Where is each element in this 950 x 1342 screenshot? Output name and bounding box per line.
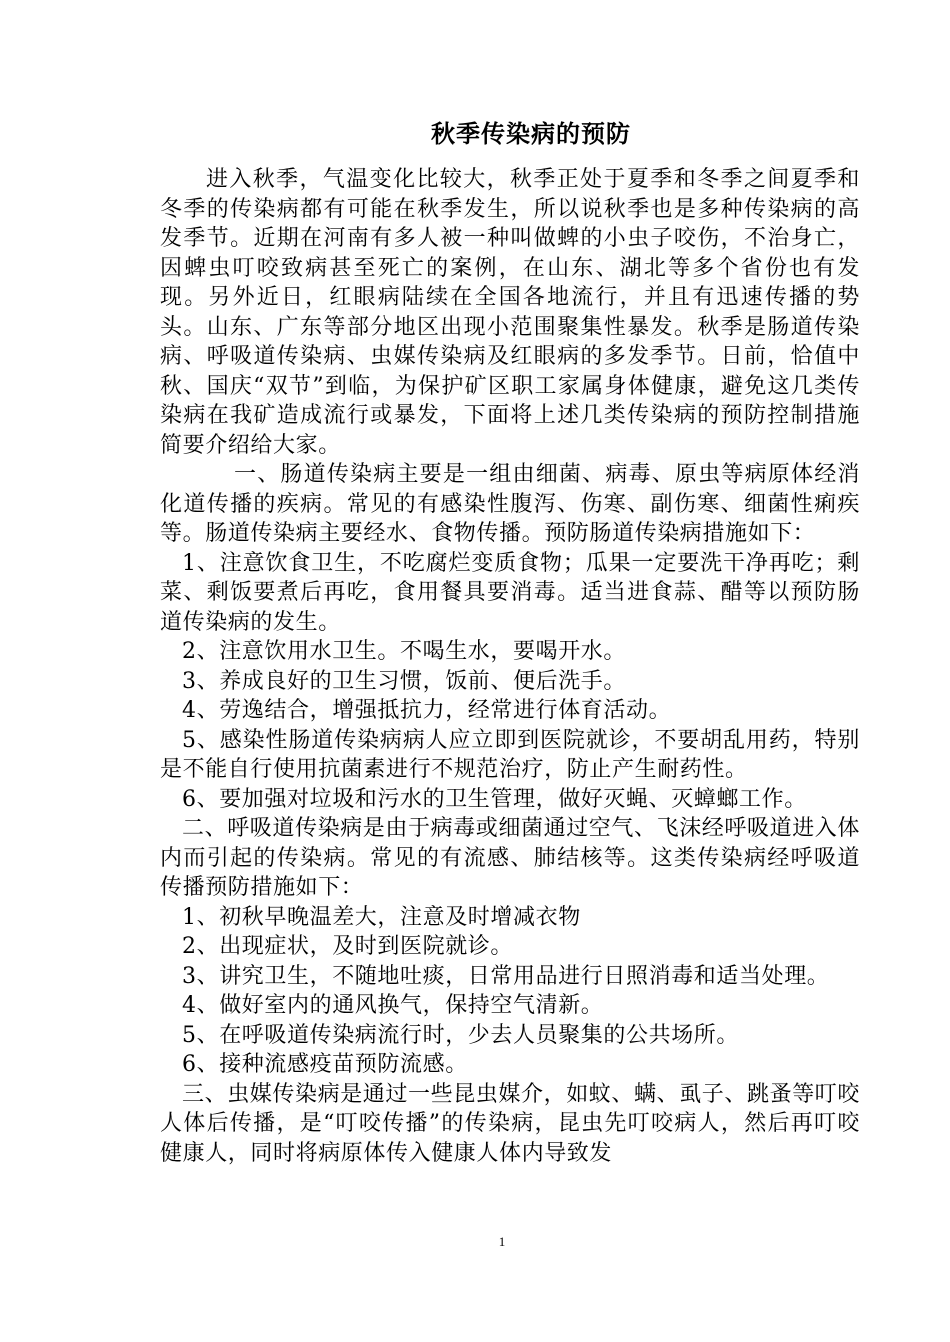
- document-title: 秋季传染病的预防: [431, 120, 631, 148]
- paragraph: 1、注意饮食卫生，不吃腐烂变质食物；瓜果一定要洗干净再吃；剩菜、剩饭要煮后再吃，食用餐具要消毒。适当进食蒜、醋等以预防肠道传染病的发生。: [160, 550, 860, 635]
- document-body: [160, 165, 860, 1168]
- paragraph: 2、出现症状，及时到医院就诊。: [182, 934, 513, 959]
- paragraph: 6、要加强对垃圾和污水的卫生管理，做好灭蝇、灭蟑螂工作。: [182, 786, 807, 812]
- page-number: 1: [498, 1234, 506, 1249]
- paragraph: 4、做好室内的通风换气，保持空气清新。: [182, 993, 604, 1018]
- paragraph: 2、注意饮用水卫生。不喝生水，要喝开水。: [182, 639, 626, 664]
- paragraph: 6、接种流感疫苗预防流感。: [182, 1052, 468, 1077]
- paragraph: 三、虫媒传染病是通过一些昆虫媒介，如蚊、螨、虱子、跳蚤等叮咬人体后传播，是“叮咬传播”的传染病，昆虫先叮咬病人，然后再叮咬健康人，同时将病原体传入健康人体内导致发: [160, 1081, 861, 1166]
- paragraph: 一、肠道传染病主要是一组由细菌、病毒、原虫等病原体经消化道传播的疾病。常见的有感染性腹泻、伤寒、副伤寒、细菌性痢疾等。肠道传染病主要经水、食物传播。预防肠道传染病措施如下：: [160, 462, 860, 546]
- paragraph: 4、劳逸结合，增强抵抗力，经常进行体育活动。: [182, 698, 672, 723]
- paragraph: 3、讲究卫生，不随地吐痰，日常用品进行日照消毒和适当处理。: [182, 963, 830, 989]
- paragraph: 进入秋季，气温变化比较大，秋季正处于夏季和冬季之间夏季和冬季的传染病都有可能在秋季发生，所以说秋季也是多种传染病的高发季节。近期在河南有多人被一种叫做蜱的小虫子咬伤，不治身亡，因蜱虫叮咬致病甚至死亡的案例，在山东、湖北等多个省份也有发现。另外近日，红眼病陆续在全国各地流行，并且有迅速传播的势头。山东、广东等部分地区出现小范围聚集性暴发。秋季是肠道传染病、呼吸道传染病、虫媒传染病及红眼病的多发季节。日前，恰值中秋、国庆“双节”到临，为保护矿区职工家属身体健康，避免这几类传染病在我矿造成流行或暴发，下面将上述几类传染病的预防控制措施简要介绍给大家。: [160, 167, 860, 458]
- paragraph: 3、养成良好的卫生习惯，饭前、便后洗手。: [182, 668, 626, 694]
- paragraph: 二、呼吸道传染病是由于病毒或细菌通过空气、飞沫经呼吸道进入体内而引起的传染病。常见的有流感、肺结核等。这类传染病经呼吸道传播预防措施如下：: [160, 816, 861, 900]
- paragraph: 1、初秋早晚温差大，注意及时增减衣物: [182, 904, 581, 930]
- paragraph: 5、感染性肠道传染病病人应立即到医院就诊，不要胡乱用药，特别是不能自行使用抗菌素进行不规范治疗，防止产生耐药性。: [160, 727, 860, 782]
- paragraph: 5、在呼吸道传染病流行时，少去人员聚集的公共场所。: [182, 1022, 739, 1048]
